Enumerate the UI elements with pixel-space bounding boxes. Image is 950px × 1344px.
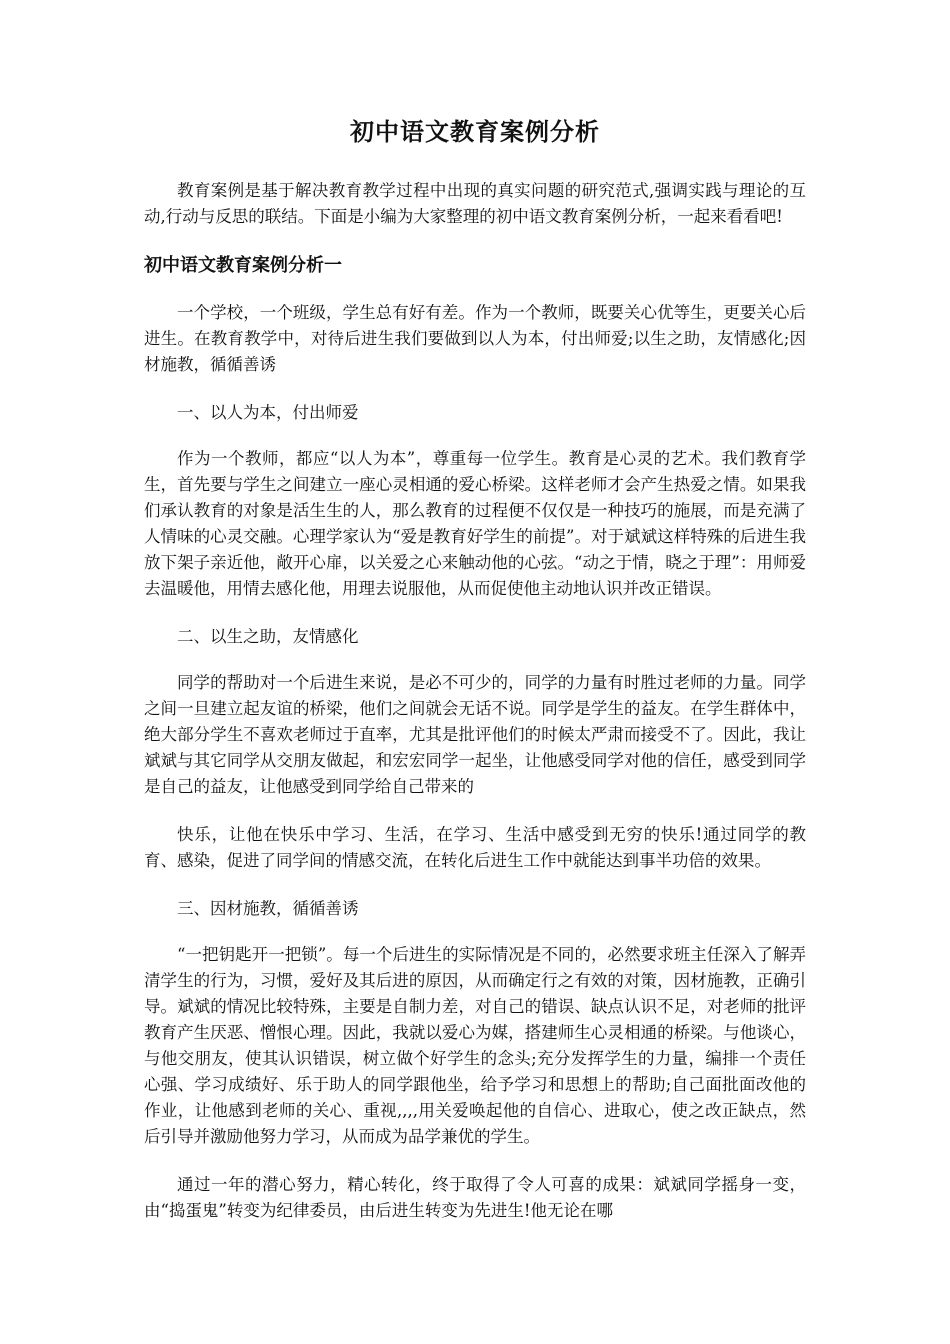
section-paragraph-1: 一个学校，一个班级，学生总有好有差。作为一个教师，既要关心优等生，更要关心后进生。在教育教学中，对待后进生我们要做到以人为本，付出师爱;以生之助，友情感化;因材施教，循循善诱 [144, 303, 806, 374]
section-paragraph-5: “一把钥匙开一把锁”。每一个后进生的实际情况是不同的，必然要求班主任深入了解弄清学生的行为，习惯，爱好及其后进的原因，从而确定行之有效的对策，因材施教，正确引导。斌斌的情况比较特殊，主要是自制力差，对自己的错误、缺点认识不足，对老师的批评教育产生厌恶、憎恨心理。因此，我就以爱心为媒，搭建师生心灵相通的桥梁。与他谈心，与他交朋友，使其认识错误，树立做个好学生的念头;充分发挥学生的力量，编排一个责任心强、学习成绩好、乐于助人的同学跟他坐，给予学习和思想上的帮助;自己面批面改他的作业，让他感到老师的关心、重视,,,,用关爱唤起他的自信心、进取心，使之改正缺点，然后引导并激励他努力学习，从而成为品学兼优的学生。 [144, 945, 806, 1146]
subheading-1: 一、以人为本，付出师爱 [177, 403, 359, 422]
intro-paragraph: 教育案例是基于解决教育教学过程中出现的真实问题的研究范式,强调实践与理论的互动,行动与反思的联结。下面是小编为大家整理的初中语文教育案例分析，一起来看看吧! [144, 181, 806, 226]
section-paragraph-2: 作为一个教师，都应“以人为本”，尊重每一位学生。教育是心灵的艺术。我们教育学生，首先要与学生之间建立一座心灵相通的爱心桥梁。这样老师才会产生热爱之情。如果我们承认教育的对象是活生生的人，那么教育的过程便不仅仅是一种技巧的施展，而是充满了人情味的心灵交融。心理学家认为“爱是教育好学生的前提”。对于斌斌这样特殊的后进生我放下架子亲近他，敞开心扉，以关爱之心来触动他的心弦。“动之于情，晓之于理”：用师爱去温暖他，用情去感化他，用理去说服他，从而促使他主动地认识并改正错误。 [144, 449, 806, 598]
subheading-2: 二、以生之助，友情感化 [177, 627, 359, 646]
document-title: 初中语文教育案例分析 [350, 117, 600, 146]
section-paragraph-6: 通过一年的潜心努力，精心转化，终于取得了令人可喜的成果：斌斌同学摇身一变，由“捣蛋鬼”转变为纪律委员，由后进生转变为先进生!他无论在哪 [144, 1175, 806, 1220]
document-page [144, 112, 806, 1246]
section-heading: 初中语文教育案例分析一 [144, 255, 342, 276]
subheading-3: 三、因材施教，循循善诱 [177, 899, 359, 918]
section-paragraph-3: 同学的帮助对一个后进生来说，是必不可少的，同学的力量有时胜过老师的力量。同学之间一旦建立起友谊的桥梁，他们之间就会无话不说。同学是学生的益友。在学生群体中，绝大部分学生不喜欢老师过于直率，尤其是批评他们的时候太严肃而接受不了。因此，我让斌斌与其它同学从交朋友做起，和宏宏同学一起坐，让他感受同学对他的信任，感受到同学是自己的益友，让他感受到同学给自己带来的 [144, 673, 806, 796]
section-paragraph-4: 快乐，让他在快乐中学习、生活，在学习、生活中感受到无穷的快乐!通过同学的教育、感染，促进了同学间的情感交流，在转化后进生工作中就能达到事半功倍的效果。 [144, 825, 806, 870]
